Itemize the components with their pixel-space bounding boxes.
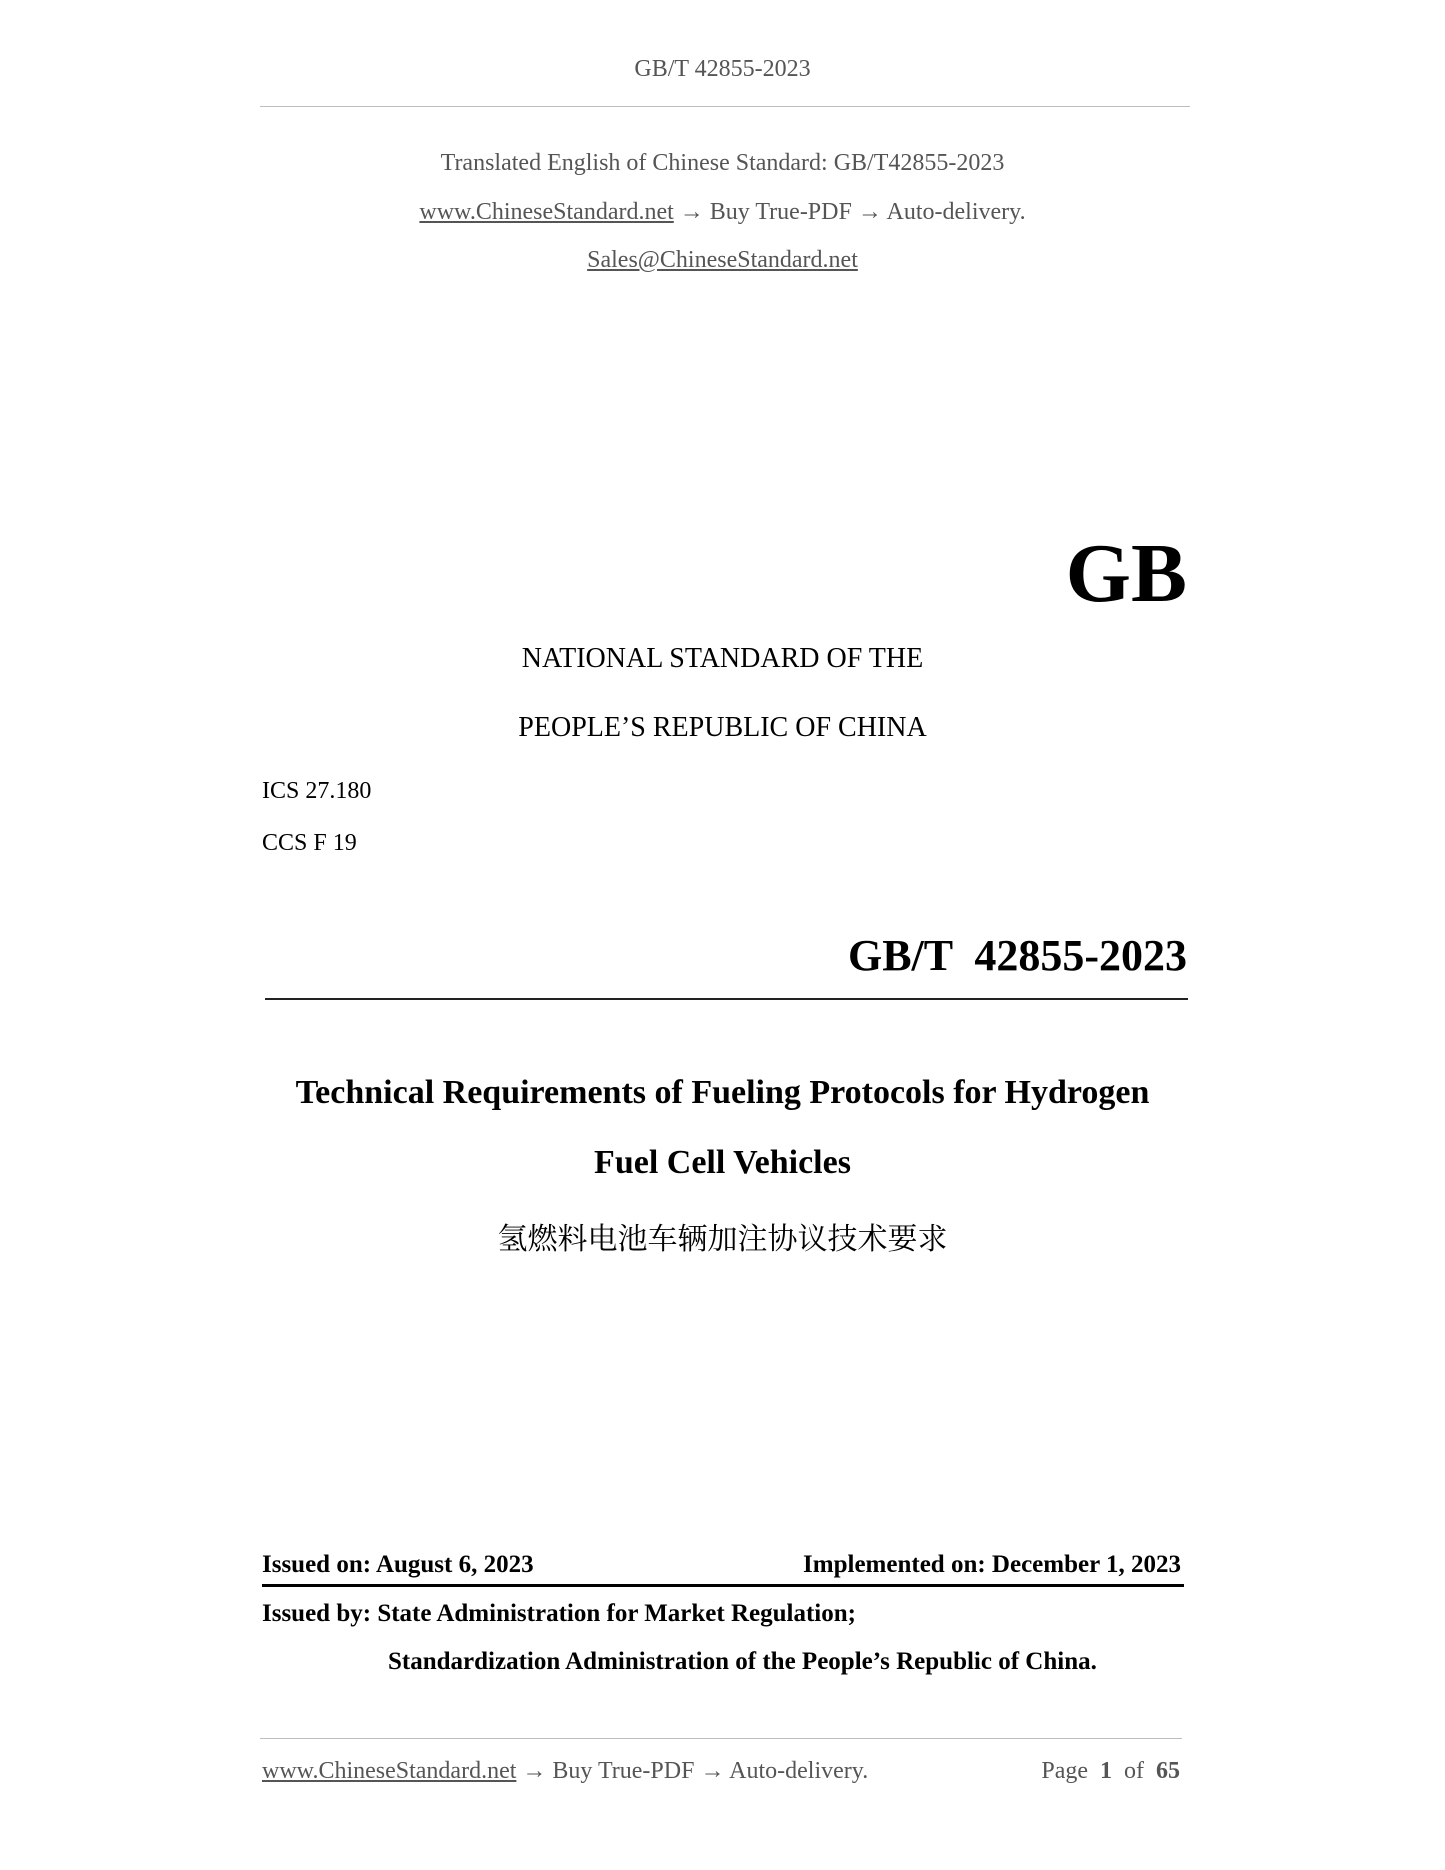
implemented-on-date: Implemented on: December 1, 2023 <box>803 1551 1181 1578</box>
arrow-right-icon: → <box>679 199 704 225</box>
arrow-right-icon: → <box>857 199 882 225</box>
of-label: of <box>1124 1758 1144 1784</box>
page-total: 65 <box>1156 1758 1180 1784</box>
national-standard-line-2: PEOPLE’S REPUBLIC OF CHINA <box>518 712 927 743</box>
arrow-right-icon: → <box>522 1758 547 1784</box>
arrow-right-icon: → <box>700 1758 725 1784</box>
ics-code: ICS 27.180 <box>262 778 372 804</box>
footer-buy-true-pdf-text: Buy True-PDF <box>552 1758 695 1784</box>
footer-purchase-line <box>262 1758 868 1785</box>
ccs-code: CCS F 19 <box>262 830 357 856</box>
issued-by-line-2: Standardization Administration of the People’s Republic of China. <box>388 1648 1097 1675</box>
document-title-line-2: Fuel Cell Vehicles <box>594 1144 851 1181</box>
standard-number-rule <box>265 998 1188 1000</box>
page-number: 1 <box>1100 1758 1112 1784</box>
running-header: GB/T 42855-2023 <box>634 56 811 82</box>
document-title-chinese: 氢燃料电池车辆加注协议技术要求 <box>497 1222 948 1257</box>
standard-number: GB/T 42855-2023 <box>847 931 1187 980</box>
footer-divider <box>260 1738 1182 1739</box>
header-divider <box>260 106 1190 107</box>
buy-true-pdf-text: Buy True-PDF <box>709 199 852 225</box>
sales-line <box>0 247 1445 274</box>
gb-logo: GB <box>1065 527 1187 620</box>
issued-on-date: Issued on: August 6, 2023 <box>262 1551 534 1578</box>
issue-rule <box>262 1584 1184 1587</box>
issued-by-line-1: Issued by: State Administration for Market Regulation; <box>262 1600 856 1627</box>
footer-site-link[interactable]: www.ChineseStandard.net <box>262 1758 517 1784</box>
page-indicator <box>1041 1758 1180 1785</box>
document-title-line-1: Technical Requirements of Fueling Protocols for Hydrogen <box>295 1074 1150 1111</box>
sales-email-link[interactable]: Sales@ChineseStandard.net <box>587 247 858 273</box>
footer-auto-delivery-text: Auto-delivery. <box>729 1758 869 1784</box>
page-label: Page <box>1041 1758 1088 1784</box>
site-link[interactable]: www.ChineseStandard.net <box>419 199 674 225</box>
translation-notice: Translated English of Chinese Standard: GB/T42855-2023 <box>440 150 1005 176</box>
auto-delivery-text: Auto-delivery. <box>886 199 1026 225</box>
purchase-line <box>0 199 1445 226</box>
national-standard-line-1: NATIONAL STANDARD OF THE <box>521 643 924 674</box>
